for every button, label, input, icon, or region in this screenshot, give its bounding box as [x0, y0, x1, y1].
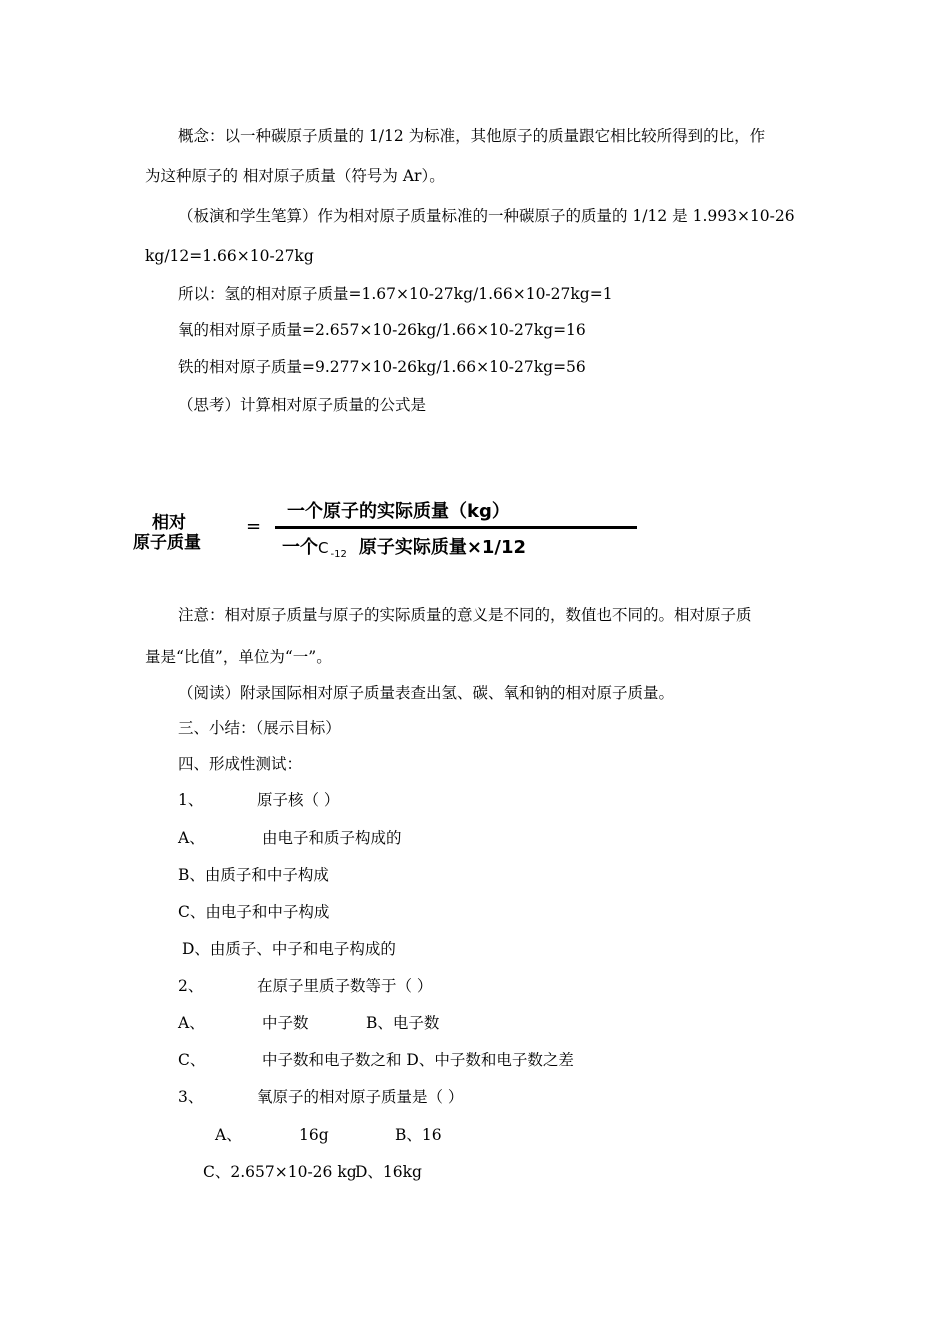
reading-line: （阅读）附录国际相对原子质量表查出氢、碳、氧和钠的相对原子质量。 — [178, 684, 675, 702]
formula-equals: = — [246, 516, 262, 537]
note-line-2: 量是“比值”，单位为“一”。 — [145, 648, 332, 666]
question-3-option-c: C、2.657×10-26 kg — [203, 1163, 357, 1181]
question-2-option-c-label: C、 — [178, 1051, 206, 1069]
question-1-option-c: C、由电子和中子构成 — [178, 903, 330, 921]
note-line-1: 注意：相对原子质量与原子的实际质量的意义是不同的，数值也不同的。相对原子质 — [178, 606, 752, 624]
question-2-option-c-text: 中子数和电子数之和 D、中子数和电子数之差 — [262, 1051, 574, 1069]
concept-line-2: 为这种原子的 相对原子质量（符号为 Ar）。 — [145, 167, 445, 185]
test-heading: 四、形成性测试： — [178, 755, 303, 773]
think-line: （思考）计算相对原子质量的公式是 — [178, 396, 427, 414]
formula-denominator — [282, 533, 526, 559]
question-1-number: 1、 — [178, 791, 204, 809]
denominator-prefix: 一个 — [282, 537, 318, 558]
formula-lhs-top: 相对 — [152, 513, 186, 533]
question-1-option-a-text: 由电子和质子构成的 — [262, 829, 402, 847]
question-2-option-a-label: A、 — [178, 1014, 205, 1032]
calc-line-1: （板演和学生笔算）作为相对原子质量标准的一种碳原子的质量的 1/12 是 1.993×10-26 — [178, 207, 795, 225]
calc-line-2: kg/12=1.66×10-27kg — [145, 247, 314, 265]
question-1-option-d: D、由质子、中子和电子构成的 — [182, 940, 396, 958]
question-3-option-a-text: 16g — [299, 1126, 329, 1144]
question-3-text: 氧原子的相对原子质量是（ ） — [257, 1088, 464, 1106]
question-1-option-b: B、由质子和中子构成 — [178, 866, 329, 884]
question-1-option-a-label: A、 — [178, 829, 205, 847]
denominator-rest: 原子实际质量×1/12 — [358, 537, 527, 558]
hydrogen-line: 所以：氢的相对原子质量=1.67×10-27kg/1.66×10-27kg=1 — [178, 285, 613, 303]
question-2-option-a-text: 中子数 — [262, 1014, 309, 1032]
question-3-option-a-label: A、 — [215, 1126, 242, 1144]
question-2-number: 2、 — [178, 977, 204, 995]
formula-numerator: 一个原子的实际质量（kg） — [287, 501, 510, 522]
formula-lhs-bottom: 原子质量 — [133, 533, 201, 553]
question-3-number: 3、 — [178, 1088, 204, 1106]
concept-line-1: 概念：以一种碳原子质量的 1/12 为标准，其他原子的质量跟它相比较所得到的比，作 — [178, 127, 766, 145]
question-2-option-b: B、电子数 — [366, 1014, 440, 1032]
denominator-c: C — [318, 539, 329, 557]
fraction-bar — [275, 526, 637, 529]
summary-heading: 三、小结：（展示目标） — [178, 719, 341, 737]
iron-line: 铁的相对原子质量=9.277×10-26kg/1.66×10-27kg=56 — [178, 358, 586, 376]
question-3-option-b: B、16 — [395, 1126, 442, 1144]
oxygen-line: 氧的相对原子质量=2.657×10-26kg/1.66×10-27kg=16 — [178, 321, 586, 339]
question-1-text: 原子核（ ） — [257, 791, 340, 809]
denominator-subscript: -12 — [330, 549, 347, 560]
question-2-text: 在原子里质子数等于（ ） — [257, 977, 433, 995]
question-3-option-d: D、16kg — [355, 1163, 422, 1181]
